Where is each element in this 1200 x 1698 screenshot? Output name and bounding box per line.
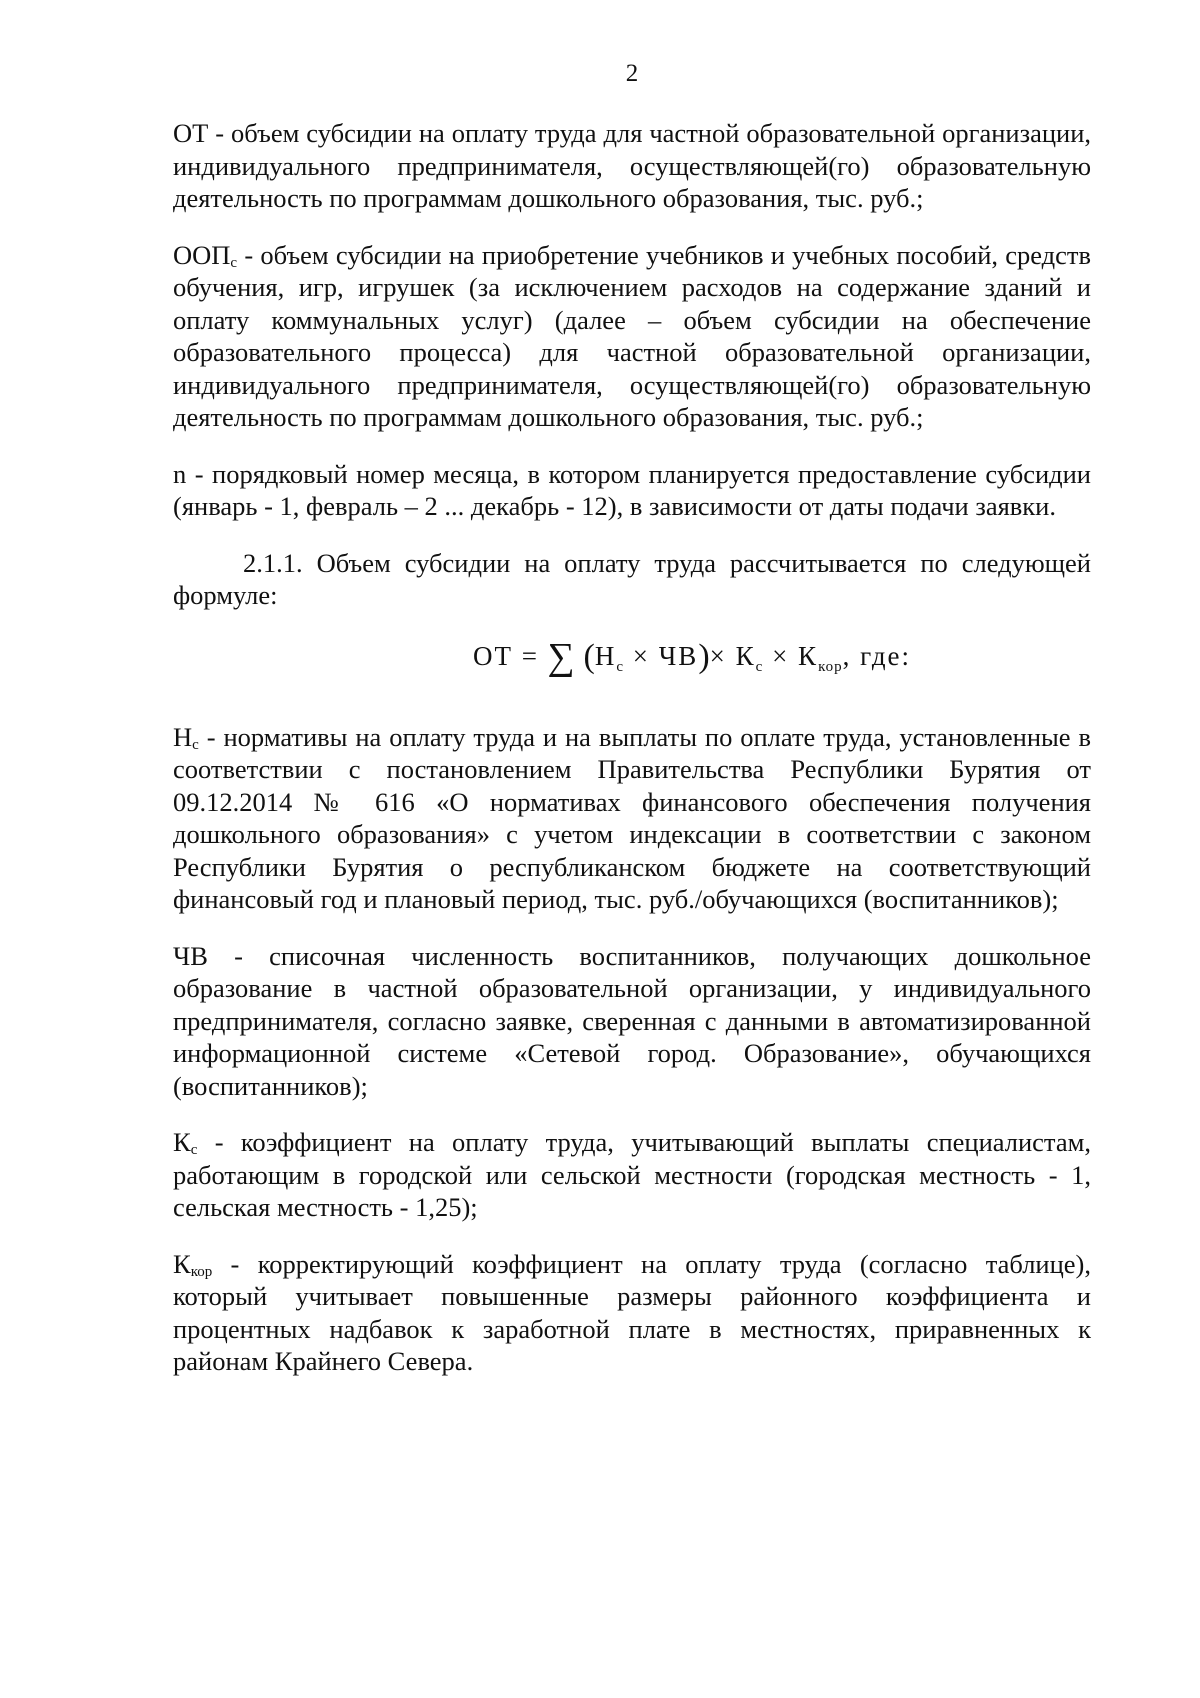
formula-lhs: ОТ = <box>472 640 548 671</box>
formula-times-chv: × ЧВ <box>624 640 699 671</box>
symbol-subscript: кор <box>190 1263 213 1280</box>
paragraph-oop-definition <box>173 239 1091 434</box>
symbol: К <box>173 1127 191 1157</box>
paragraph-kkor-definition <box>173 1248 1091 1378</box>
symbol: ООП <box>173 239 231 270</box>
paragraph-text: n - порядковый номер месяца, в котором планируется предоставление субсидии (январь - 1, февраль – 2 ... декабрь - 12), в зависимости от даты подачи заявки. <box>173 458 1091 521</box>
symbol-subscript: с <box>190 1142 198 1158</box>
paragraph-hc-definition <box>173 721 1091 916</box>
formula-kkor-subscript: кор <box>818 658 843 675</box>
paragraph-n-definition <box>173 458 1091 523</box>
symbol-subscript: с <box>192 736 199 753</box>
paragraph-text: - нормативы на оплату труда и на выплаты по оплате труда, установленные в соответствии с постановлением Правительства Республики Бурятия от 09.12.2014 № 616 «О нормативах финансового обеспечения получения дошкольного образования» с учетом индексации в соответствии с законом Республики Бурятия о республиканском бюджете на соответствующий финансовый год и плановый период, тыс. руб./обучающихся (воспитанников); <box>173 721 1091 914</box>
formula-h-subscript: с <box>616 658 625 675</box>
paragraph-text: - объем субсидии на приобретение учебников и учебных пособий, средств обучения, игр, игрушек (за исключением расходов на содержание зданий и оплату коммунальных услуг) (далее – объем субсидии на обеспечение образовательного процесса) для частной образовательной организации, индивидуального предпринимателя, осуществляющей(го) образовательную деятельность по программам дошкольного образования, тыс. руб.; <box>173 239 1091 432</box>
formula-tail: , где: <box>842 640 912 671</box>
paragraph-text: - коэффициент на оплату труда, учитывающий выплаты специалистам, работающим в городской или сельской местности (городская местность - 1, сельская местность - 1,25); <box>173 1127 1091 1222</box>
formula-times-kkor: × К <box>763 640 819 671</box>
document-body <box>173 117 1091 1402</box>
paragraph-section-2-1-1 <box>173 547 1091 612</box>
formula-times-k: × К <box>709 640 756 671</box>
close-paren: ) <box>698 637 710 675</box>
document-page <box>173 0 1091 1698</box>
formula-k-subscript: с <box>755 658 764 675</box>
paragraph-text: 2.1.1. Объем субсидии на оплату труда рассчитывается по следующей формуле: <box>173 547 1091 610</box>
symbol-subscript: с <box>230 254 238 271</box>
open-paren: ( <box>583 637 595 675</box>
paragraph-ot-definition <box>173 117 1091 215</box>
symbol: Н <box>173 721 193 752</box>
page-number: 2 <box>625 60 639 87</box>
paragraph-text: ЧВ - списочная численность воспитанников, получающих дошкольное образование в частной образовательной организации, у индивидуального предпринимателя, согласно заявке, сверенная с данными в автоматизированной информационной системе «Сетевой город. Образование», обучающихся (воспитанников); <box>173 940 1091 1101</box>
formula-h: Н <box>594 640 617 671</box>
paragraph-chv-definition <box>173 940 1091 1103</box>
paragraph-text: ОТ - объем субсидии на оплату труда для частной образовательной организации, индивидуального предпринимателя, осуществляющей(го) образовательную деятельность по программам дошкольного образования, тыс. руб.; <box>173 118 1091 213</box>
formula-ot <box>293 636 1091 677</box>
paragraph-kc-definition <box>173 1126 1091 1224</box>
symbol: К <box>173 1248 191 1279</box>
paragraph-text: - корректирующий коэффициент на оплату труда (согласно таблице), который учитывает повышенные размеры районного коэффициента и процентных надбавок к заработной плате в местностях, приравненных к районам Крайнего Севера. <box>173 1248 1091 1376</box>
sum-symbol: ∑ <box>547 635 575 678</box>
